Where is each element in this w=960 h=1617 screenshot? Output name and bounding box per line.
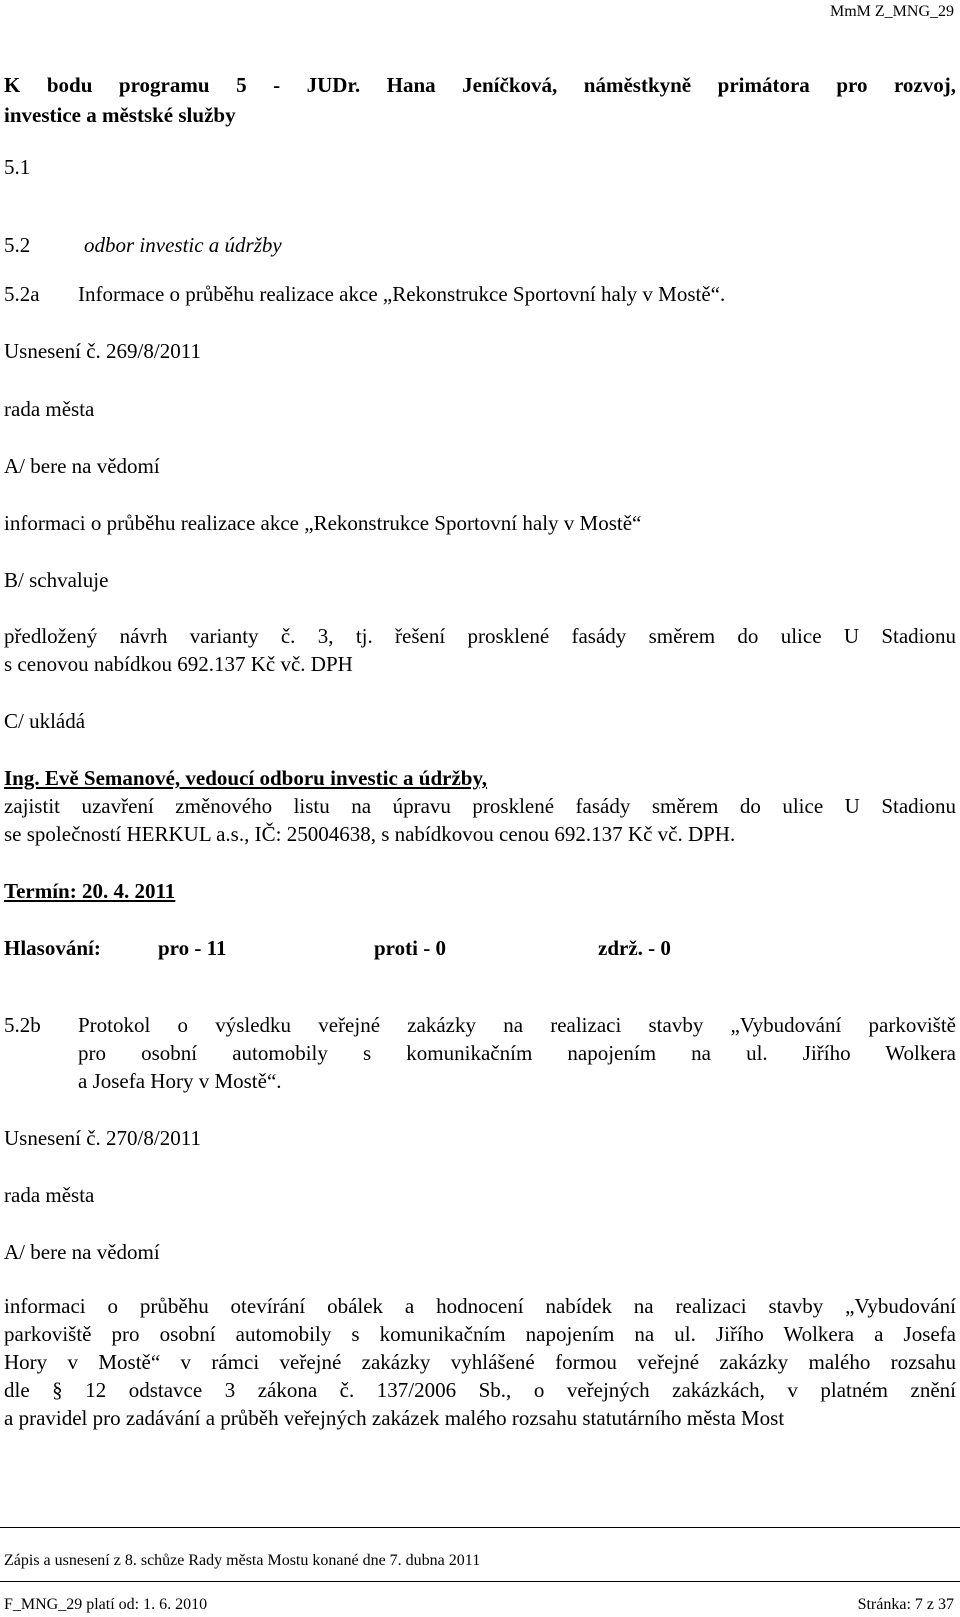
responsible-person: Ing. Evě Semanové, vedoucí odboru investic a údržby,: [4, 766, 488, 790]
item-5-1: 5.1: [4, 155, 31, 179]
item-5-2b-number: 5.2b: [4, 1013, 41, 1037]
section-b-label: B/ schvaluje: [4, 568, 109, 592]
resolution-number-2: Usnesení č. 270/8/2011: [4, 1126, 201, 1150]
section-a2-line3: Hory v Mostě“ v rámci veřejné zakázky vyhlášené formou veřejné zakázky malého rozsahu: [4, 1350, 956, 1374]
resolution-number: Usnesení č. 269/8/2011: [4, 339, 201, 363]
vote-for: pro - 11: [158, 936, 227, 960]
council-label: rada města: [4, 397, 95, 421]
item-5-2a-number: 5.2a: [4, 282, 40, 306]
vote-label: Hlasování:: [4, 936, 101, 960]
section-b-line1: předložený návrh varianty č. 3, tj. řešení prosklené fasády směrem do ulice U Stadionu: [4, 624, 956, 648]
item-5-2-number: 5.2: [4, 233, 31, 257]
section-a2-line1: informaci o průběhu otevírání obálek a hodnocení nabídek na realizaci stavby „Vybudování: [4, 1294, 956, 1318]
footer-rule-top: [0, 1527, 960, 1528]
item-5-2a-title: Informace o průběhu realizace akce „Rekonstrukce Sportovní haly v Mostě“.: [78, 282, 726, 306]
agenda-heading-line2: investice a městské služby: [4, 103, 236, 127]
footer-page-number: Stránka: 7 z 37: [857, 1596, 954, 1613]
item-5-2b-line3: a Josefa Hory v Mostě“.: [78, 1069, 282, 1093]
item-5-2b-line1: Protokol o výsledku veřejné zakázky na realizaci stavby „Vybudování parkoviště: [78, 1013, 956, 1037]
section-a-label: A/ bere na vědomí: [4, 454, 160, 478]
vote-abstain: zdrž. - 0: [598, 936, 671, 960]
vote-against: proti - 0: [374, 936, 446, 960]
section-a2-line2: parkoviště pro osobní automobily s komunikačním napojením na ul. Jiřího Wolkera a Josefa: [4, 1322, 956, 1346]
item-5-2b-line2: pro osobní automobily s komunikačním napojením na ul. Jiřího Wolkera: [78, 1041, 956, 1065]
section-c-line2: se společností HERKUL a.s., IČ: 25004638, s nabídkovou cenou 692.137 Kč vč. DPH.: [4, 822, 736, 846]
section-c-label: C/ ukládá: [4, 709, 86, 733]
footer-rule-bottom: [0, 1581, 960, 1582]
section-b-line2: s cenovou nabídkou 692.137 Kč vč. DPH: [4, 652, 353, 676]
footer-form: F_MNG_29 platí od: 1. 6. 2010: [4, 1596, 208, 1613]
section-a-text: informaci o průběhu realizace akce „Rekonstrukce Sportovní haly v Mostě“: [4, 511, 642, 535]
item-5-2-title: odbor investic a údržby: [84, 233, 282, 257]
section-c-line1: zajistit uzavření změnového listu na úpravu prosklené fasády směrem do ulice U Stadionu: [4, 794, 956, 818]
agenda-heading-line1: K bodu programu 5 - JUDr. Hana Jeníčková, náměstkyně primátora pro rozvoj,: [4, 73, 956, 97]
footer-minutes: Zápis a usnesení z 8. schůze Rady města Mostu konané dne 7. dubna 2011: [4, 1552, 481, 1569]
section-a2-line4: dle § 12 odstavce 3 zákona č. 137/2006 Sb., o veřejných zakázkách, v platném znění: [4, 1378, 956, 1402]
doc-code: MmM Z_MNG_29: [829, 3, 954, 20]
section-a-label-2: A/ bere na vědomí: [4, 1240, 160, 1264]
council-label-2: rada města: [4, 1183, 95, 1207]
deadline: Termín: 20. 4. 2011: [4, 879, 176, 903]
section-a2-line5: a pravidel pro zadávání a průběh veřejných zakázek malého rozsahu statutárního města Most: [4, 1406, 785, 1430]
